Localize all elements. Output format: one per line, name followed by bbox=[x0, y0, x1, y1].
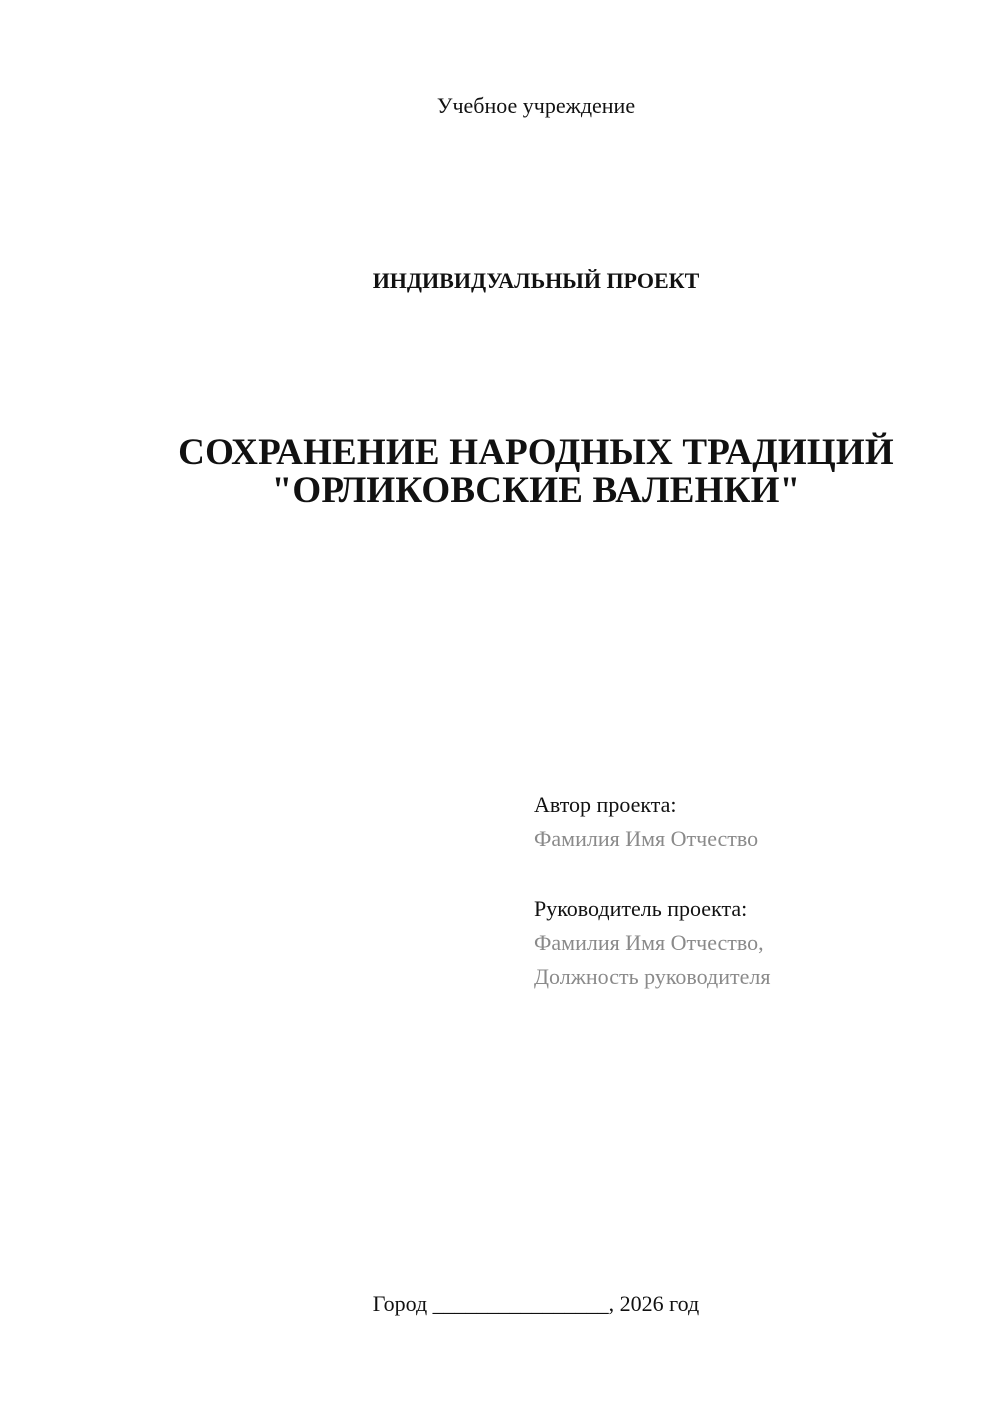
supervisor-position-placeholder: Должность руководителя bbox=[534, 964, 771, 989]
city-year-line: Город ________________, 2026 год bbox=[372, 1291, 700, 1316]
project-title-line-2: "ОРЛИКОВСКИЕ ВАЛЕНКИ" bbox=[271, 470, 801, 511]
credits-block bbox=[534, 788, 974, 994]
credits-spacer bbox=[534, 856, 974, 892]
author-name-placeholder: Фамилия Имя Отчество bbox=[534, 826, 759, 851]
document-type: ИНДИВИДУАЛЬНЫЙ ПРОЕКТ bbox=[372, 268, 700, 293]
project-title bbox=[0, 434, 1000, 510]
supervisor-label: Руководитель проекта: bbox=[534, 896, 748, 921]
supervisor-name-placeholder: Фамилия Имя Отчество, bbox=[534, 930, 764, 955]
project-title-line-1: СОХРАНЕНИЕ НАРОДНЫХ ТРАДИЦИЙ bbox=[178, 432, 894, 473]
author-label: Автор проекта: bbox=[534, 792, 677, 817]
institution-name: Учебное учреждение bbox=[436, 93, 636, 118]
